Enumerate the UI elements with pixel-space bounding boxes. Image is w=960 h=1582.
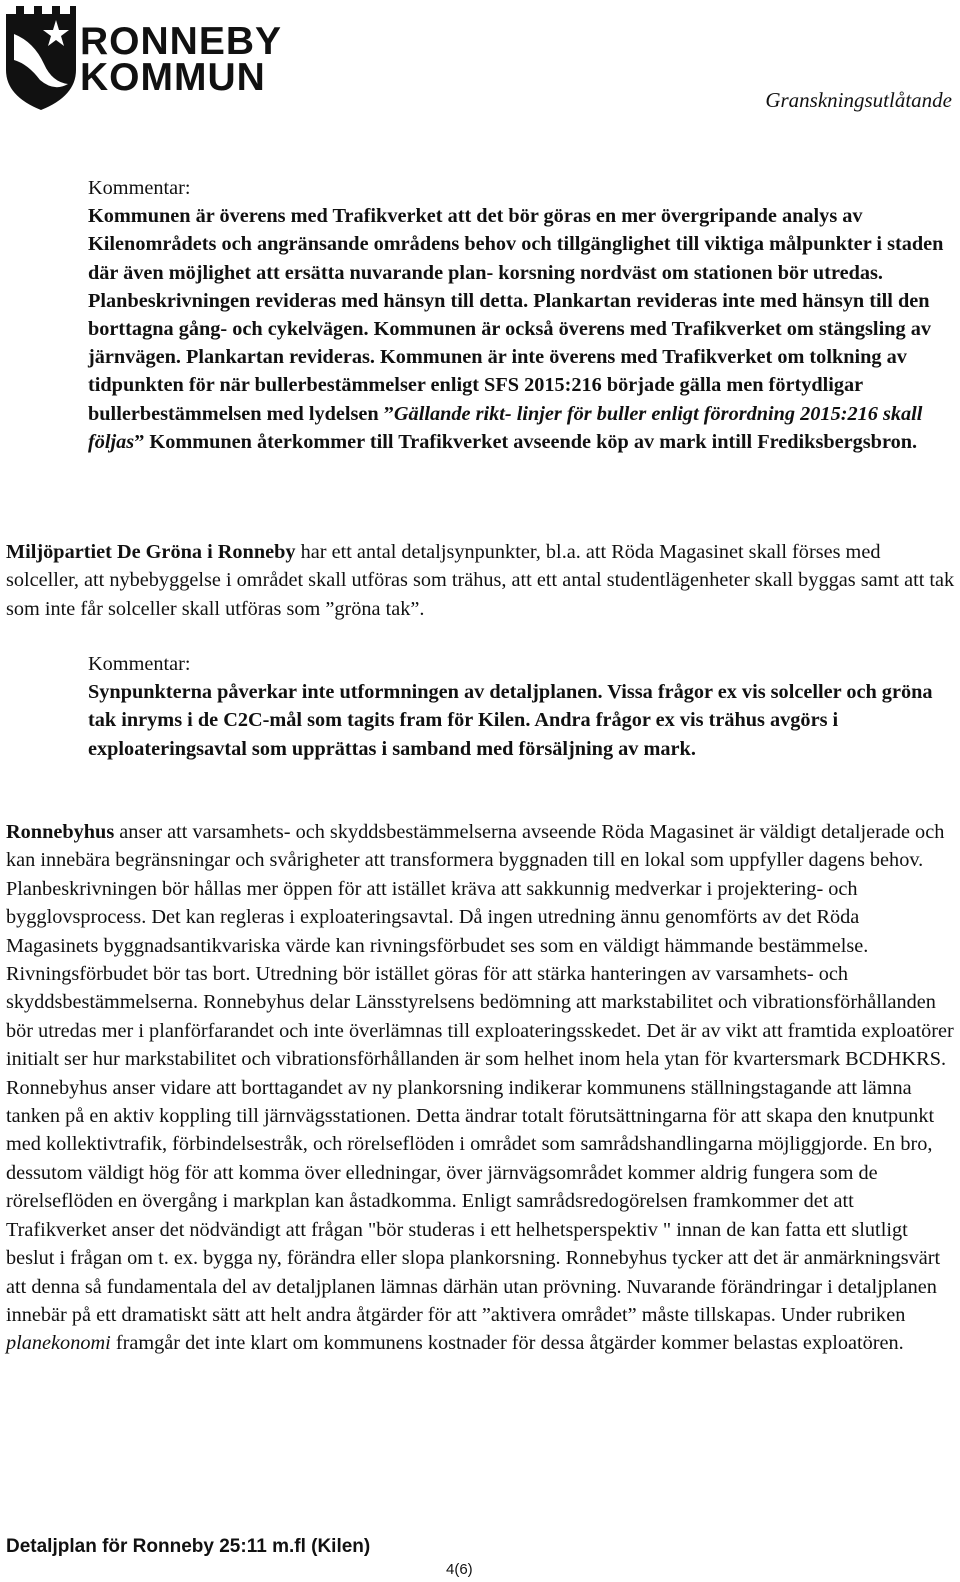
comment-text-part: Kommunen är överens med Trafikverket att det bör göras en mer övergripande analys av Kilenområdets och angränsande områdens behov och tillgänglighet till viktiga målpunkter i staden där även möjlighet att ersätta nuvarande plan- korsning nordväst om stationen bör utredas. Planbeskrivningen revideras med hänsyn till detta. Plankartan revideras inte med hänsyn till den borttagna gång- och cykelvägen. Kommunen är också överens med Trafikverket om stängsling av järnvägen. Plankartan revideras. Kommunen är inte överens med Trafikverket om tolkning av tidpunkten för när bullerbestämmelser enligt SFS 2015:216 började gälla men förtydligar bullerbestämmelsen med lydelsen ” [88,205,944,425]
comment-text: Synpunkterna påverkar inte utformningen av detaljplanen. Vissa frågor ex vis solceller och gröna tak inryms i de C2C-mål som tagits fram för Kilen. Andra frågor ex vis trähus avgörs i exploateringsavtal som upprättas i samband med försäljning av mark. [88,681,933,760]
logo-line-1: RONNEBY [80,20,283,63]
comment-heading: Kommentar: [88,653,191,675]
opinion-text: har ett antal detaljsynpunkter, bl.a. att Röda Magasinet skall förses med solceller, att nybebyggelse i området skall utföras som trähus, att ett antal studentlägenheter skall byggas samt att tak som inte får solceller skall utföras som ”gröna tak”. [6,541,955,620]
comment-block-2 [88,650,954,763]
page-number: 4(6) [446,1561,473,1578]
opinion-ronnebyhus [6,818,956,1358]
logo-line-2: KOMMUN [80,56,266,99]
comment-block-1 [88,174,954,456]
opinion-emphasis: planekonomi [6,1332,111,1355]
opinion-text: framgår det inte klart om kommunens kostnader för dessa åtgärder kommer belastas exploatören. [110,1332,904,1355]
comment-quote: Gällande rikt- linjer för buller enligt förordning 2015:216 skall följas [88,402,923,453]
opinion-miljopartiet [6,538,956,623]
footer-title: Detaljplan för Ronneby 25:11 m.fl (Kilen) [6,1536,371,1557]
opinion-text: anser att varsamhets- och skyddsbestämmelserna avseende Röda Magasinet är väldigt detaljerade och kan innebära begränsningar och svårigheter att transformera byggnaden till en lokal som uppfyller dagens behov. Planbeskrivningen bör hållas mer öppen för att istället kräva att sakkunnig medverkar i projektering- och bygglovsprocess. Det kan regleras i exploateringsavtal. Då ingen utredning ännu genomförts av det Röda Magasinets byggnadsantikvariska värde kan rivningsförbudet ses som en väldigt hämmande bestämmelse. Rivningsförbudet bör tas bort. Utredning bör istället göras för att stärka hanteringen av varsamhets- och skyddsbestämmelserna. Ronnebyhus delar Länsstyrelsens bedömning att markstabilitet och vibrationsförhållanden bör utredas mer i planförfarandet och inte överlämnas till exploateringsskedet. Det är av vikt att framtida exploatörer initialt ser hur markstabilitet och vibrationsförhållanden är som helhet inom hela ytan för kvartersmark BCDHKRS. Ronnebyhus anser vidare att borttagandet av ny plankorsning indikerar kommunens ställningstagande att lämna tanken på en aktiv koppling till järnvägsstationen. Detta ändrar totalt förutsättningarna för att skapa den knutpunkt med kollektivtrafik, förbindelsestråk, och rörelseflöden i området som samrådshandlingarna möjliggjorde. En bro, dessutom väldigt hög för att komma över elledningar, över järnvägsområdet kommer aldrig fungera som de rörelseflöden en övergång i markplan kan åstadkomma. Enligt samrådsredogörelsen framkommer det att Trafikverket anser det nödvändigt att frågan "bör studeras i ett helhetsperspektiv " innan de kan fatta ett slutligt beslut i frågan om t. ex. bygga ny, förändra eller slopa plankorsning. Ronnebyhus tycker att det är anmärkningsvärt att denna så fundamentala del av detaljplanen lämnas därhän utan prövning. Nuvarande förändringar i detaljplanen innebär på ett dramatiskt sätt att helt andra åtgärder för att ”aktivera området” måste tillskapas. Under rubriken [6,821,954,1326]
logo-text [80,20,283,99]
comment-text-part: ” Kommunen återkommer till Trafikverket avseende köp av mark intill Frediksbergsbron. [134,430,918,453]
comment-heading: Kommentar: [88,177,191,199]
coat-of-arms-icon [4,4,80,112]
opinion-author: Miljöpartiet De Gröna i Ronneby [6,541,296,563]
municipality-logo [4,4,284,112]
opinion-author: Ronnebyhus [6,821,115,843]
document-type: Granskningsutlåtande [765,88,952,112]
comment-text [88,202,954,456]
